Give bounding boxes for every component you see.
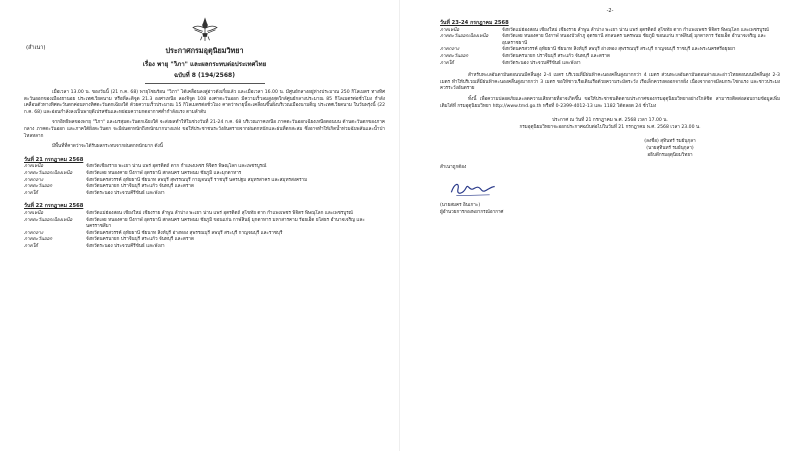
signature-block [560, 139, 780, 159]
handwritten-signature-icon [448, 178, 498, 200]
day-heading: วันที่ 22 กรกฎาคม 2568 [24, 203, 84, 210]
paragraph: มีพื้นที่ที่คาดว่าจะได้รับผลกระทบจากฝนตกหนักมาก ดังนี้ [52, 144, 163, 150]
region-label: ภาคตะวันออกเฉียงเหนือ [24, 170, 73, 176]
day-heading: วันที่ 21 กรกฎาคม 2568 [24, 156, 84, 163]
region-row [24, 191, 385, 198]
region-row [24, 184, 385, 191]
region-label: ภาคกลาง [24, 230, 44, 236]
region-row [440, 34, 780, 47]
region-label: ภาคตะวันออก [24, 237, 53, 243]
region-label: ภาคกลาง [440, 47, 460, 53]
region-provinces: จังหวัดนครนายก ปราจีนบุรี สระแก้ว จันทบุรี และตราด [86, 184, 194, 190]
region-row [24, 178, 385, 185]
region-provinces: จังหวัดเลย หนองคาย บึงกาฬ หนองบัวลำภู อุดรธานี สกลนคร นครพนม ชัยภูมิ ขอนแก่น กาฬสินธุ์ มุกดาหาร ร้อยเอ็ด อำนาจเจริญ และอุบลราชธานี [502, 34, 766, 46]
announce-date: ประกาศ ณ วันที่ 21 กรกฎาคม พ.ศ. 2568 เวลา 17.00 น. [552, 118, 668, 124]
copy-signatory-line: ผู้อำนวยการกองพยากรณ์อากาศ [440, 209, 504, 215]
paragraph: สำหรับทะเลอันดามันตอนบนมีคลื่นสูง 2-4 เมตร บริเวณที่มีฝนฟ้าคะนองคลื่นสูงมากกว่า 4 เมตร ส่วนทะเลอันดามันตอนล่างและอ่าวไทยตอนบนมีคลื่นสูง 2-3 เมตร ทำให้บริเวณที่มีฝนฟ้าคะนองคลื่นสูงมากกว่า 3 เมตร ขอให้ชาวเรือเดินเรือด้วยความระมัดระวัง เรือเล็กควรงดออกจากฝั่ง เนื่องจากอาจมีลมกระโชกแรง และชาวประมงควรระวังอันตราย [440, 73, 780, 92]
region-label: ภาคตะวันออกเฉียงเหนือ [24, 217, 73, 223]
region-label: ภาคกลาง [24, 177, 44, 183]
title-divider [145, 83, 265, 84]
region-provinces: จังหวัดนครสวรรค์ อุทัยธานี ชัยนาท ลพบุรี สุพรรณบุรี กาญจนบุรี ราชบุรี นครปฐม สมุทรสาคร และสมุทรสงคราม [86, 177, 308, 183]
day-heading: วันที่ 23-24 กรกฎาคม 2568 [440, 20, 509, 26]
region-label: ภาคเหนือ [440, 27, 460, 33]
region-provinces: จังหวัดแม่ฮ่องสอน เชียงใหม่ เชียงราย ลำพูน ลำปาง พะเยา น่าน แพร่ อุตรดิตถ์ สุโขทัย ตาก กำแพงเพชร พิจิตร พิษณุโลก และเพชรบูรณ์ [502, 27, 769, 33]
region-label: ภาคตะวันออก [24, 184, 53, 190]
region-provinces: จังหวัดระนอง ประจวบคีรีขันธ์ และพังงา [502, 60, 581, 66]
region-label: ภาคเหนือ [24, 164, 44, 170]
announcement-page-2 [400, 0, 800, 451]
region-row [440, 54, 780, 61]
region-provinces: จังหวัดระนอง ประจวบคีรีขันธ์ และพังงา [86, 190, 165, 196]
region-provinces: จังหวัดแม่ฮ่องสอน เชียงใหม่ เชียงราย ลำพูน ลำปาง พะเยา น่าน แพร่ อุตรดิตถ์ สุโขทัย ตาก กำแพงเพชร พิจิตร พิษณุโลก และเพชรบูรณ์ [86, 210, 353, 216]
region-provinces: จังหวัดนครนายก ปราจีนบุรี สระแก้ว จันทบุรี และตราด [502, 53, 610, 59]
region-provinces: จังหวัดนครสวรรค์ อุทัยธานี ชัยนาท สิงห์บุรี อ่างทอง สุพรรณบุรี ลพบุรี สระบุรี กาญจนบุรี และราชบุรี [86, 230, 283, 236]
region-label: ภาคเหนือ [24, 210, 44, 216]
region-provinces: จังหวัดเชียงราย พะเยา น่าน แพร่ อุตรดิตถ์ ตาก กำแพงเพชร พิจิตร พิษณุโลก และเพชรบูรณ์ [86, 164, 267, 170]
region-label: ภาคใต้ [24, 190, 38, 196]
signatory-line: (นายสุทินทร์ รมย์นุกุลา) [646, 145, 694, 151]
copy-label: (สำเนา) [26, 45, 46, 51]
region-label: ภาคใต้ [24, 243, 38, 249]
announcement-issue: ฉบับที่ 8 (194/2568) [174, 72, 235, 79]
announcement-subject: เรื่อง พายุ "วิภา" และผลกระทบต่อประเทศไทย [142, 61, 267, 68]
region-label: ภาคตะวันออก [440, 53, 469, 59]
region-label: ภาคใต้ [440, 60, 454, 66]
region-row [440, 47, 780, 54]
region-row [440, 61, 780, 68]
announcement-title: ประกาศกรมอุตุนิยมวิทยา [165, 46, 244, 55]
region-label: ภาคตะวันออกเฉียงเหนือ [440, 34, 489, 40]
certify-label: สำเนาถูกต้อง [440, 165, 467, 171]
region-provinces: จังหวัดเลย หนองคาย บึงกาฬ อุดรธานี สกลนคร นครพนม ชัยภูมิ ขอนแก่น กาฬสินธุ์ มุกดาหาร มหาสารคาม ร้อยเอ็ด ยโสธร อำนาจเจริญ และนครราชสีมา [86, 217, 365, 230]
copy-signatory-line: (นายสมคร อินเกาะ) [440, 203, 481, 209]
region-provinces: จังหวัดนครนายก ปราจีนบุรี สระแก้ว จันทบุรี และตราด [86, 237, 194, 243]
region-row [24, 218, 385, 231]
signatory-line: อธิบดีกรมอุตุนิยมวิทยา [647, 152, 693, 158]
region-row [24, 244, 385, 251]
certified-copy-block [440, 165, 780, 216]
garuda-emblem-icon [190, 14, 220, 44]
next-announcement: กรมอุตุนิยมวิทยาจะออกประกาศฉบับต่อไปในวันที่ 21 กรกฎาคม พ.ศ. 2568 เวลา 23.00 น. [519, 124, 701, 130]
region-row [24, 171, 385, 178]
region-row [24, 231, 385, 238]
paragraph: จากอิทธิพลของพายุ "วิภา" และมรสุมตะวันตกเฉียงใต้ จะส่งผลทำให้ในช่วงวันที่ 21-24 ก.ค. 68 บริเวณภาคเหนือ ภาคตะวันออกเฉียงเหนือตอนบน ด้านตะวันตกของภาคกลาง ภาคตะวันออก และภาคใต้ฝั่งตะวันตก จะมีฝนตกหนักถึงหนักมากบางแห่ง ขอให้ประชาชนระวังอันตรายจากฝนตกหนักและฝนที่ตกสะสม ซึ่งอาจทำให้เกิดน้ำท่วมฉับพลันและน้ำป่าไหลหลาก [24, 120, 385, 139]
region-provinces: จังหวัดระนอง ประจวบคีรีขันธ์ และพังงา [86, 243, 165, 249]
signatory-line: (ลงชื่อ) สุทินทร์ รมย์นุกุลา [644, 139, 696, 145]
paragraph: ทั้งนี้ เพื่อความปลอดภัยและลดความเสียหายที่อาจเกิดขึ้น ขอให้ประชาชนติดตามประกาศของกรมอุตุนิยมวิทยาอย่างใกล้ชิด สามารถติดต่อสอบถามข้อมูลเพิ่มเติมได้ที่ กรมอุตุนิยมวิทยา http://www.tmd.go.th หรือที่ 0-2399-4012-13 และ 1182 ได้ตลอด 24 ชั่วโมง [440, 96, 780, 109]
region-provinces: จังหวัดเลย หนองคาย บึงกาฬ อุดรธานี สกลนคร นครพนม ชัยภูมิ และมุกดาหาร [86, 170, 242, 176]
page-number: -2- [606, 8, 614, 14]
paragraph: เมื่อเวลา 13.00 น. ของวันนี้ (21 ก.ค. 68) พายุโซนร้อน "วิภา" ได้เคลื่อนลงสู่อ่าวตังเกี๋ยแล้ว และเมื่อเวลา 16.00 น. มีศูนย์กลางอยู่ห่างประมาณ 250 กิโลเมตร ทางทิศตะวันออกของเมืองฮานอย ประเทศเวียดนาม หรือที่ละติจูด 21.3 องศาเหนือ ลองจิจูด 108 องศาตะวันออก มีความเร็วลมสูงสุดใกล้ศูนย์กลางประมาณ 85 กิโลเมตรต่อชั่วโมง กำลังเคลื่อนตัวทางทิศตะวันตกค่อนทางทิศตะวันตกเฉียงใต้ ด้วยความเร็วประมาณ 15 กิโลเมตรต่อชั่วโมง คาดว่าพายุนี้จะเคลื่อนขึ้นฝั่งบริเวณเมืองนามดิ่ญ ประเทศเวียดนาม ในวันพรุ่งนี้ (22 ก.ค. 68) และอ่อนกำลังลงเป็นพายุดีเปรสชันและหย่อมความกดอากาศต่ำกำลังแรง ตามลำดับ [24, 90, 385, 115]
region-row [24, 211, 385, 218]
region-row [24, 237, 385, 244]
region-provinces: จังหวัดนครสวรรค์ อุทัยธานี ชัยนาท สิงห์บุรี ลพบุรี อ่างทอง สุพรรณบุรี สระบุรี กาญจนบุรี ราชบุรี และพระนครศรีอยุธยา [502, 47, 736, 53]
region-row [24, 164, 385, 171]
